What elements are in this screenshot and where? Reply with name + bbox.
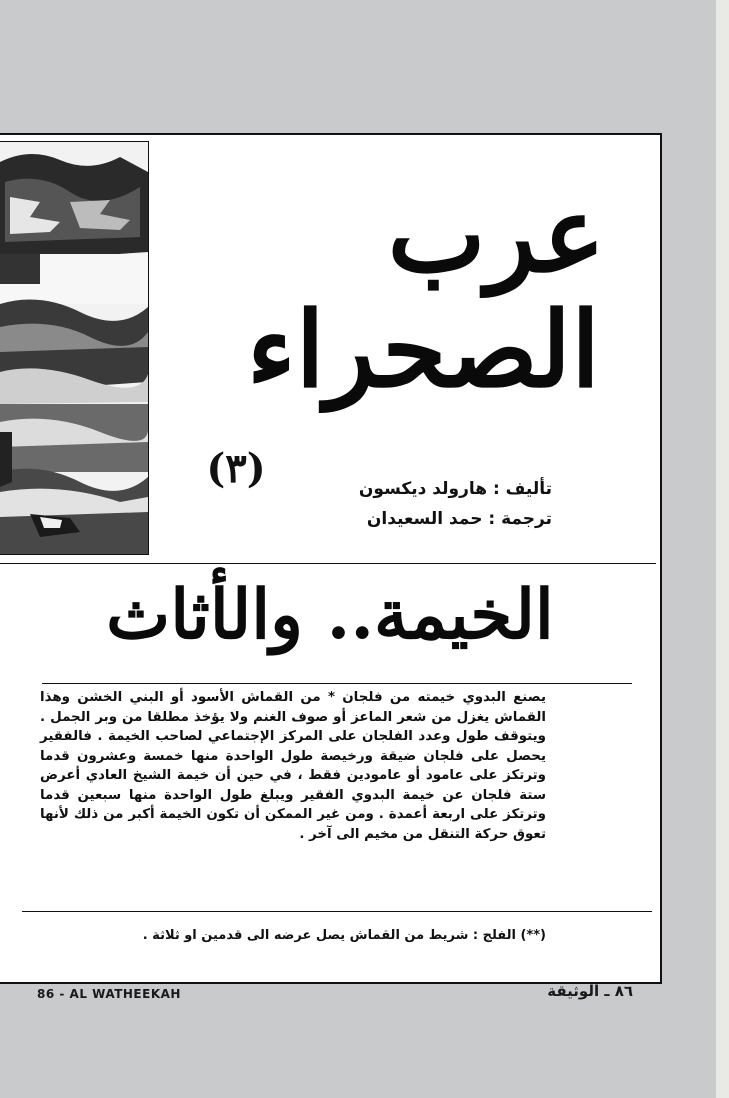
footnote-divider — [22, 911, 652, 912]
article-body: يصنع البدوي خيمته من فلجان * من القماش الأسود أو البني الخشن وهذا القماش يغزل من شعر الماعز أو صوف الغنم ولا يؤخذ مطلقا من وبر الجمل . ويتوقف طول وعدد الفلجان على المركز الإجتماعي لصاحب الخيمة . فالفقير يحصل على فلجان ضيقة ورخيصة طول الواحدة منها خمسة وعشرون قدما وترتكز على عامود أو عامودين فقط ، في حين أن خيمة الشيخ العادي أعرض ستة فلجان عن خيمة البدوي الفقير ويبلغ طول الواحدة منها سبعين قدما وترتكز على اربعة أعمدة . ومن غير الممكن أن تكون الخيمة أكبر من ذلك لأنها تعوق حركة التنقل من مخيم الى آخر . — [40, 690, 546, 842]
title-divider-top — [0, 563, 656, 564]
series-title-line1: عرب — [387, 173, 605, 296]
footer-magazine-en: 86 - AL WATHEEKAH — [37, 987, 181, 1001]
article-title: الخيمة.. والأثاث — [106, 575, 554, 655]
page-edge — [716, 0, 729, 1098]
credits — [359, 474, 552, 534]
series-title — [150, 173, 650, 411]
author-credit: تأليف : هارولد ديكسون — [358, 479, 552, 499]
part-number: (٣) — [206, 445, 266, 492]
translator-credit: ترجمة : حمد السعيدان — [366, 509, 552, 529]
article-panel — [0, 133, 662, 984]
series-title-line2: الصحراء — [246, 288, 600, 411]
footer-magazine-ar: ٨٦ ـ الوثيقة — [547, 982, 633, 1000]
footnote: (**) الفلج : شريط من القماش يصل عرضه الى قدمين او ثلاثة . — [142, 928, 546, 943]
title-divider-bottom — [42, 683, 632, 684]
desert-photo — [0, 141, 149, 555]
